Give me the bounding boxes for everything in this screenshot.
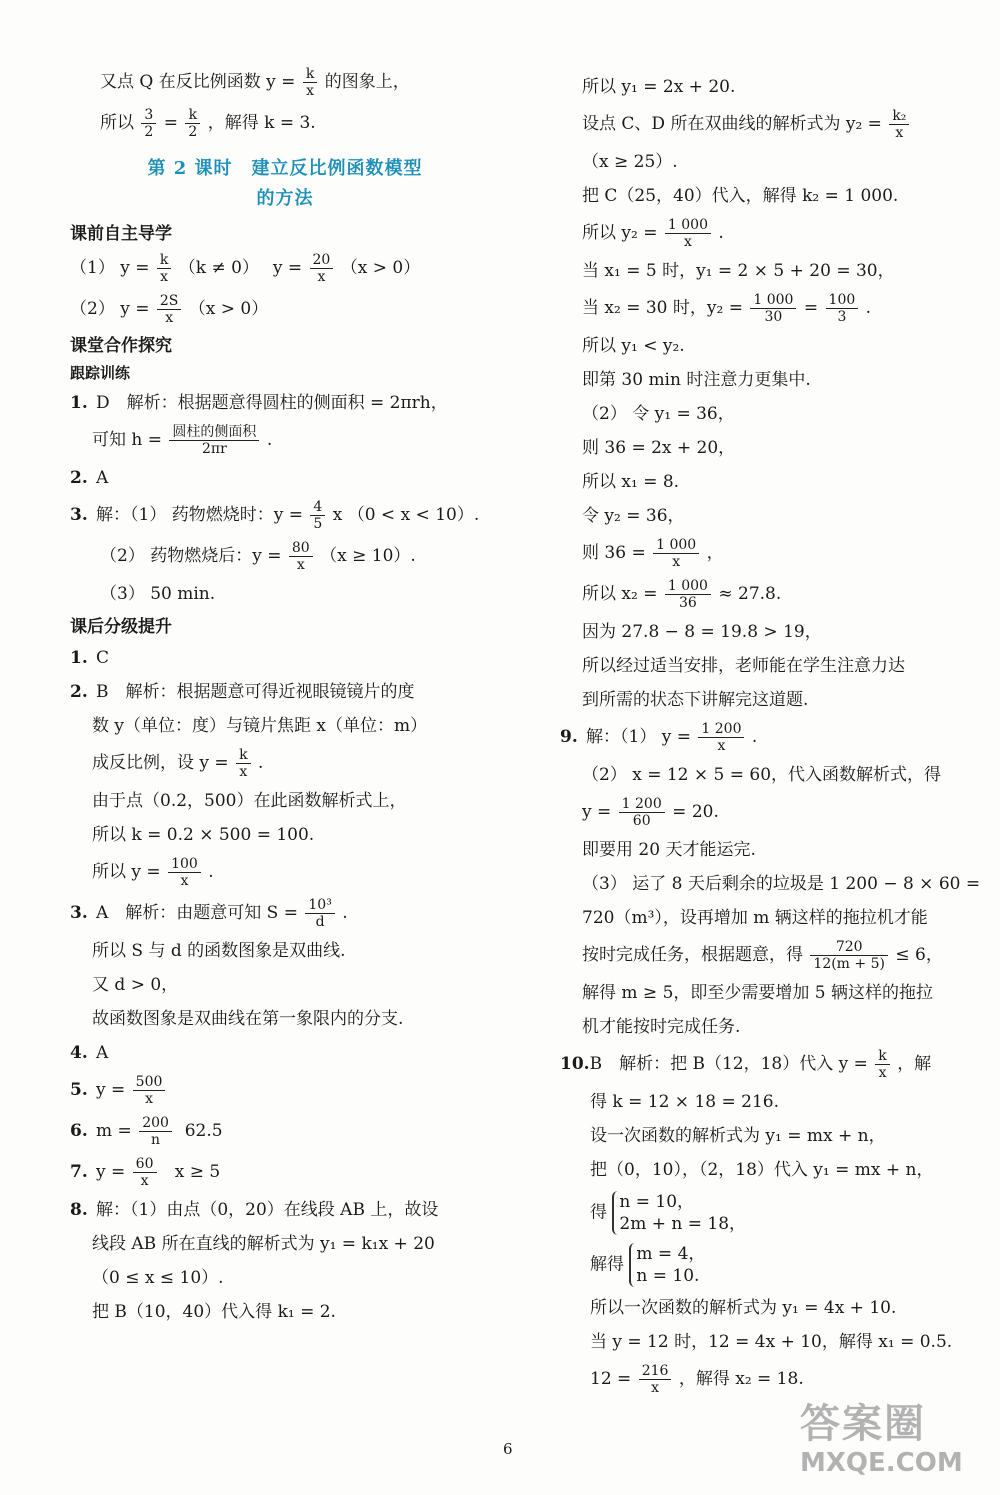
fraction: $\frac{200}{n}$	[139, 1115, 172, 1148]
text-line: 把（0，10），（2，18）代入 y₁ = mx + n，	[590, 1160, 934, 1180]
fraction: $\frac{3}{2}$	[141, 107, 156, 140]
question-2: 2. A	[70, 468, 109, 488]
question-10: 10.B 解析：把 B（12，18）代入 y = $\frac{k}{x}$ ，解	[560, 1048, 932, 1081]
question-3: 3. 解：（1） 药物燃烧时：y = $\frac{4}{5}$ x （0 < x < 10）.	[70, 499, 480, 532]
text-line: （3） 运了 8 天后剩余的垃圾是 1 200 − 8 × 60 =	[582, 874, 981, 894]
equation-system: m = 4， n = 10.	[629, 1243, 705, 1287]
text-line: 则 36 = $\frac{1 000}{x}$ ，	[582, 537, 724, 570]
text-line: 即要用 20 天才能运完.	[582, 840, 756, 860]
text-line: 所以一次函数的解析式为 y₁ = 4x + 10.	[590, 1298, 897, 1318]
fraction: $\frac{\text{k₂}}{x}$	[889, 108, 909, 141]
text-line: 所以 y₂ = $\frac{1 000}{x}$ .	[582, 217, 724, 250]
answer-5: 5. y = $\frac{500}{x}$	[70, 1074, 500, 1107]
text-line: （2） y = $\frac{2S}{x}$ （x > 0）	[70, 293, 269, 326]
text-line: 按时完成任务，根据题意，得 $\frac{720}{12(m + 5)}$ ≤ 6，	[582, 939, 943, 972]
text-line: 解得 m ≥ 5，即至少需要增加 5 辆这样的拖拉	[582, 983, 934, 1003]
fraction: $\frac{100}{3}$	[826, 292, 859, 325]
fraction: $\frac{k}{x}$	[157, 252, 171, 285]
text-line: 所以 $\frac{3}{2}$ = $\frac{k}{2}$ ，解得 k = 3.	[100, 107, 316, 140]
text-line: 因为 27.8 − 8 = 19.8 > 19，	[582, 622, 822, 642]
fraction: $\frac{1 000}{36}$	[665, 578, 711, 611]
text-line: 可知 h = $\frac{\text{圆柱的侧面积}}{2\pi r}$ .	[92, 424, 273, 457]
text-line: 故函数图象是双曲线在第一象限内的分支.	[92, 1009, 404, 1029]
watermark-logo: 答案圈 MXQE.COM	[800, 1401, 963, 1478]
text-line: 所以 k = 0.2 × 500 = 100.	[92, 825, 315, 845]
text-line: 所以经过适当安排，老师能在学生注意力达	[582, 656, 905, 676]
fraction: $\frac{100}{x}$	[168, 856, 201, 889]
text-line: y = $\frac{1 200}{60}$ = 20.	[582, 796, 719, 829]
text-line: 解得 m = 4， n = 10.	[590, 1244, 706, 1286]
text-line: （x ≥ 25）.	[582, 152, 678, 172]
fraction: $\frac{60}{x}$	[133, 1156, 157, 1189]
text-line: （2） x = 12 × 5 = 60，代入函数解析式，得	[582, 765, 942, 785]
text-line: 得 n = 10， 2m + n = 18，	[590, 1192, 747, 1234]
text-line: （3） 50 min.	[100, 584, 216, 604]
page-number: 6	[503, 1440, 513, 1458]
fraction: $\frac{1 000}{x}$	[653, 537, 699, 570]
text-line: 令 y₂ = 36，	[582, 506, 685, 526]
fraction: $\frac{4}{5}$	[310, 499, 325, 532]
text-line: 数 y（单位：度）与镜片焦距 x（单位：m）	[92, 716, 428, 736]
fraction: $\frac{1 000}{30}$	[750, 292, 796, 325]
text-line: 12 = $\frac{216}{x}$ ，解得 x₂ = 18.	[590, 1363, 804, 1396]
fraction: $\frac{\text{10³}}{d}$	[305, 897, 334, 930]
subsection-heading: 跟踪训练	[70, 364, 131, 382]
fraction: $\frac{1 200}{60}$	[619, 796, 665, 829]
fraction: $\frac{20}{x}$	[310, 252, 334, 285]
fraction: $\frac{80}{x}$	[289, 540, 313, 573]
text-line: 得 k = 12 × 18 = 216.	[590, 1092, 779, 1112]
text-line: 线段 AB 所在直线的解析式为 y₁ = k₁x + 20	[92, 1234, 435, 1254]
fraction: $\frac{1 200}{x}$	[698, 721, 744, 754]
text-line: （1） y = $\frac{k}{x}$ （k ≠ 0） y = $\frac{20}{x}$ （x > 0）	[70, 252, 421, 285]
text-line: 所以 x₁ = 8.	[582, 472, 680, 492]
text-line: 720（m³），设再增加 m 辆这样的拖拉机才能	[582, 908, 928, 928]
text-line: 所以 y₁ < y₂.	[582, 336, 685, 356]
answer-6: 6. m = $\frac{200}{n}$ 62.5	[70, 1115, 223, 1148]
text-line: 所以 x₂ = $\frac{1 000}{36}$ ≈ 27.8.	[582, 578, 782, 611]
text-line: 把 B（10，40）代入得 k₁ = 2.	[92, 1302, 336, 1322]
answer-3: 3. A 解析：由题意可知 S = $\frac{\text{10³}}{d}$ .	[70, 897, 348, 930]
text-line: 机才能按时完成任务.	[582, 1017, 741, 1037]
text-line: 设点 C、D 所在双曲线的解析式为 y₂ = $\frac{\text{k₂}}{x}$	[560, 108, 960, 141]
fraction: $\frac{720}{12(m + 5)}$	[810, 939, 888, 972]
fraction: $\frac{\text{圆柱的侧面积}}{2\pi r}$	[169, 424, 259, 457]
section-heading: 课堂合作探究	[70, 336, 172, 356]
text-line: 设一次函数的解析式为 y₁ = mx + n，	[590, 1126, 886, 1146]
equation-system: n = 10， 2m + n = 18，	[612, 1191, 746, 1235]
right-column	[560, 68, 981, 1404]
text-line: 当 x₁ = 5 时，y₁ = 2 × 5 + 20 = 30，	[582, 261, 895, 281]
fraction: $\frac{500}{x}$	[133, 1074, 166, 1107]
answer-7: 7. y = $\frac{60}{x}$ x ≥ 5	[70, 1156, 221, 1189]
answer-2: 2. B 解析：根据题意可得近视眼镜镜片的度	[70, 682, 415, 702]
text-line: 则 36 = 2x + 20，	[582, 438, 736, 458]
text-line: 所以 y = $\frac{100}{x}$ .	[92, 856, 214, 889]
answer-1: 1. C	[70, 648, 110, 668]
text-line: （0 ≤ x ≤ 10）.	[92, 1268, 224, 1288]
question-9: 9. 解：（1） y = $\frac{1 200}{x}$ .	[560, 721, 758, 754]
text-line: 即第 30 min 时注意力更集中.	[582, 370, 811, 390]
fraction: $\frac{1 000}{x}$	[665, 217, 711, 250]
text-line: 当 x₂ = 30 时，y₂ = $\frac{1 000}{30}$ = $\frac{100}{3}$ .	[582, 292, 872, 325]
fraction: $\frac{2S}{x}$	[157, 293, 182, 326]
lesson-title: 第 2 课时 建立反比例函数模型 的方法	[147, 158, 423, 209]
question-1: 1. D 解析：根据题意得圆柱的侧面积 = 2πrh，	[70, 393, 448, 413]
section-heading: 课后分级提升	[70, 617, 172, 637]
fraction: $\frac{k}{2}$	[185, 107, 200, 140]
text-line: 当 y = 12 时，12 = 4x + 10，解得 x₁ = 0.5.	[590, 1332, 953, 1352]
answer-8: 8. 解：（1）由点（0，20）在线段 AB 上，故设	[70, 1200, 439, 1220]
fraction: $\frac{k}{x}$	[236, 747, 250, 780]
text-line: 把 C（25，40）代入，解得 k₂ = 1 000.	[582, 186, 899, 206]
answer-4: 4. A	[70, 1043, 109, 1063]
text-line: 成反比例，设 y = $\frac{k}{x}$ .	[92, 747, 264, 780]
text-line: （2） 药物燃烧后：y = $\frac{80}{x}$ （x ≥ 10）.	[100, 540, 416, 573]
text-line: 所以 S 与 d 的函数图象是双曲线.	[92, 941, 346, 961]
text-line: （2） 令 y₁ = 36，	[582, 404, 735, 424]
text-line: 又 d > 0，	[92, 975, 179, 995]
text-line: 又点 Q 在反比例函数 y = $\frac{k}{x}$ 的图象上，	[100, 66, 410, 99]
fraction: $\frac{k}{x}$	[303, 66, 317, 99]
text-line: 由于点（0.2，500）在此函数解析式上，	[92, 791, 407, 811]
text-line: 所以 y₁ = 2x + 20.	[582, 77, 736, 97]
section-heading: 课前自主导学	[70, 224, 172, 244]
left-column	[70, 60, 500, 1333]
fraction: $\frac{216}{x}$	[639, 1363, 672, 1396]
fraction: $\frac{k}{x}$	[875, 1048, 889, 1081]
text-line: 到所需的状态下讲解完这道题.	[582, 690, 809, 710]
